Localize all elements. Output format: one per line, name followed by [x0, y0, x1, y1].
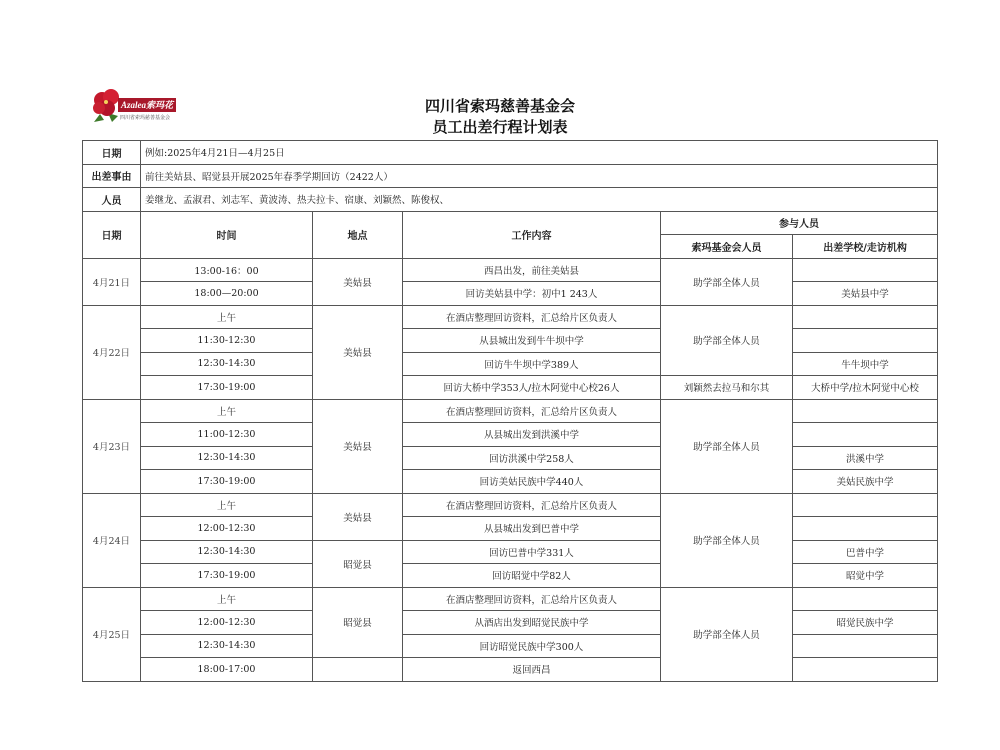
day-date: 4月22日: [83, 305, 141, 399]
info-row-date: [83, 141, 938, 165]
school-cell: 美姑县中学: [793, 282, 938, 306]
school-cell: [793, 658, 938, 682]
table-row: [83, 376, 938, 400]
work-cell: 从县城出发到洪溪中学: [403, 423, 661, 447]
work-cell: 回访昭觉民族中学300人: [403, 634, 661, 658]
time-cell: 18:00-17:00: [141, 658, 313, 682]
work-cell: 回访洪溪中学258人: [403, 446, 661, 470]
people-value: 姜继龙、孟淑君、刘志军、黄波涛、热夫拉卡、宿康、刘颖然、陈俊权、: [141, 188, 938, 212]
table-row: [83, 634, 938, 658]
day-date: 4月21日: [83, 258, 141, 305]
staff-cell: 助学部全体人员: [661, 305, 793, 376]
time-cell: 17:30-19:00: [141, 564, 313, 588]
work-cell: 回访牛牛坝中学389人: [403, 352, 661, 376]
time-cell: 11:00-12:30: [141, 423, 313, 447]
time-cell: 12:00-12:30: [141, 611, 313, 635]
school-cell: [793, 493, 938, 517]
place-cell: 昭觉县: [313, 587, 403, 658]
school-cell: 美姑民族中学: [793, 470, 938, 494]
school-cell: 大桥中学/拉木阿觉中心校: [793, 376, 938, 400]
table-row: [83, 611, 938, 635]
time-cell: 12:30-14:30: [141, 540, 313, 564]
work-cell: 回访大桥中学353人/拉木阿觉中心校26人: [403, 376, 661, 400]
table-row: [83, 587, 938, 611]
school-cell: 昭觉民族中学: [793, 611, 938, 635]
place-cell: 昭觉县: [313, 540, 403, 587]
staff-cell: 助学部全体人员: [661, 258, 793, 305]
school-cell: [793, 423, 938, 447]
reason-label: 出差事由: [83, 164, 141, 188]
staff-cell: 刘颖然去拉马和尔其: [661, 376, 793, 400]
place-cell: 美姑县: [313, 258, 403, 305]
table-row: [83, 470, 938, 494]
header-row: [83, 211, 938, 235]
work-cell: 回访昭觉中学82人: [403, 564, 661, 588]
table-row: [83, 282, 938, 306]
work-cell: 西昌出发，前往美姑县: [403, 258, 661, 282]
work-cell: 在酒店整理回访资料，汇总给片区负责人: [403, 587, 661, 611]
school-cell: [793, 399, 938, 423]
time-cell: 18:00—20:00: [141, 282, 313, 306]
col-header-place: 地点: [313, 211, 403, 258]
col-header-participants: 参与人员: [661, 211, 938, 235]
col-header-school: 出差学校/走访机构: [793, 235, 938, 259]
place-cell: 美姑县: [313, 399, 403, 493]
table-row: [83, 540, 938, 564]
staff-cell: 助学部全体人员: [661, 587, 793, 681]
time-cell: 12:30-14:30: [141, 352, 313, 376]
logo-subtitle: 四川省索玛慈善基金会: [120, 115, 171, 121]
date-label: 日期: [83, 141, 141, 165]
col-header-work: 工作内容: [403, 211, 661, 258]
table-row: [83, 423, 938, 447]
col-header-staff: 索玛基金会人员: [661, 235, 793, 259]
school-cell: 牛牛坝中学: [793, 352, 938, 376]
time-cell: 12:00-12:30: [141, 517, 313, 541]
school-cell: 昭觉中学: [793, 564, 938, 588]
reason-value: 前往美姑县、昭觉县开展2025年春季学期回访（2422人）: [141, 164, 938, 188]
page-title: 四川省索玛慈善基金会: [424, 97, 575, 115]
day-date: 4月23日: [83, 399, 141, 493]
time-cell: 17:30-19:00: [141, 470, 313, 494]
school-cell: [793, 517, 938, 541]
work-cell: 在酒店整理回访资料，汇总给片区负责人: [403, 493, 661, 517]
page-subtitle: 员工出差行程计划表: [432, 118, 568, 136]
table-row: [83, 658, 938, 682]
col-header-date: 日期: [83, 211, 141, 258]
time-cell: 上午: [141, 399, 313, 423]
time-cell: 11:30-12:30: [141, 329, 313, 353]
table-row: [83, 446, 938, 470]
time-cell: 上午: [141, 587, 313, 611]
time-cell: 12:30-14:30: [141, 634, 313, 658]
work-cell: 从县城出发到牛牛坝中学: [403, 329, 661, 353]
work-cell: 从县城出发到巴普中学: [403, 517, 661, 541]
staff-cell: 助学部全体人员: [661, 493, 793, 587]
time-cell: 12:30-14:30: [141, 446, 313, 470]
school-cell: [793, 329, 938, 353]
staff-cell: 助学部全体人员: [661, 399, 793, 493]
school-cell: [793, 258, 938, 282]
table-row: [83, 564, 938, 588]
info-row-people: [83, 188, 938, 212]
school-cell: [793, 305, 938, 329]
logo-brand: Azalea索玛花: [118, 98, 176, 112]
date-value: 例如:2025年4月21日—4月25日: [141, 141, 938, 165]
work-cell: 回访美姑县中学：初中1 243人: [403, 282, 661, 306]
table-row: [83, 258, 938, 282]
school-cell: [793, 587, 938, 611]
place-cell: 美姑县: [313, 493, 403, 540]
table-row: [83, 399, 938, 423]
school-cell: 巴普中学: [793, 540, 938, 564]
work-cell: 返回西昌: [403, 658, 661, 682]
work-cell: 从酒店出发到昭觉民族中学: [403, 611, 661, 635]
itinerary-table: [82, 140, 938, 682]
day-date: 4月25日: [83, 587, 141, 681]
time-cell: 17:30-19:00: [141, 376, 313, 400]
table-row: [83, 305, 938, 329]
table-row: [83, 352, 938, 376]
school-cell: [793, 634, 938, 658]
table-row: [83, 517, 938, 541]
school-cell: 洪溪中学: [793, 446, 938, 470]
table-row: [83, 493, 938, 517]
info-row-reason: [83, 164, 938, 188]
time-cell: 上午: [141, 493, 313, 517]
work-cell: 回访巴普中学331人: [403, 540, 661, 564]
place-cell: 美姑县: [313, 305, 403, 399]
work-cell: 在酒店整理回访资料，汇总给片区负责人: [403, 305, 661, 329]
time-cell: 13:00-16：00: [141, 258, 313, 282]
time-cell: 上午: [141, 305, 313, 329]
people-label: 人员: [83, 188, 141, 212]
day-date: 4月24日: [83, 493, 141, 587]
table-row: [83, 329, 938, 353]
place-cell: [313, 658, 403, 682]
col-header-time: 时间: [141, 211, 313, 258]
work-cell: 在酒店整理回访资料，汇总给片区负责人: [403, 399, 661, 423]
work-cell: 回访美姑民族中学440人: [403, 470, 661, 494]
